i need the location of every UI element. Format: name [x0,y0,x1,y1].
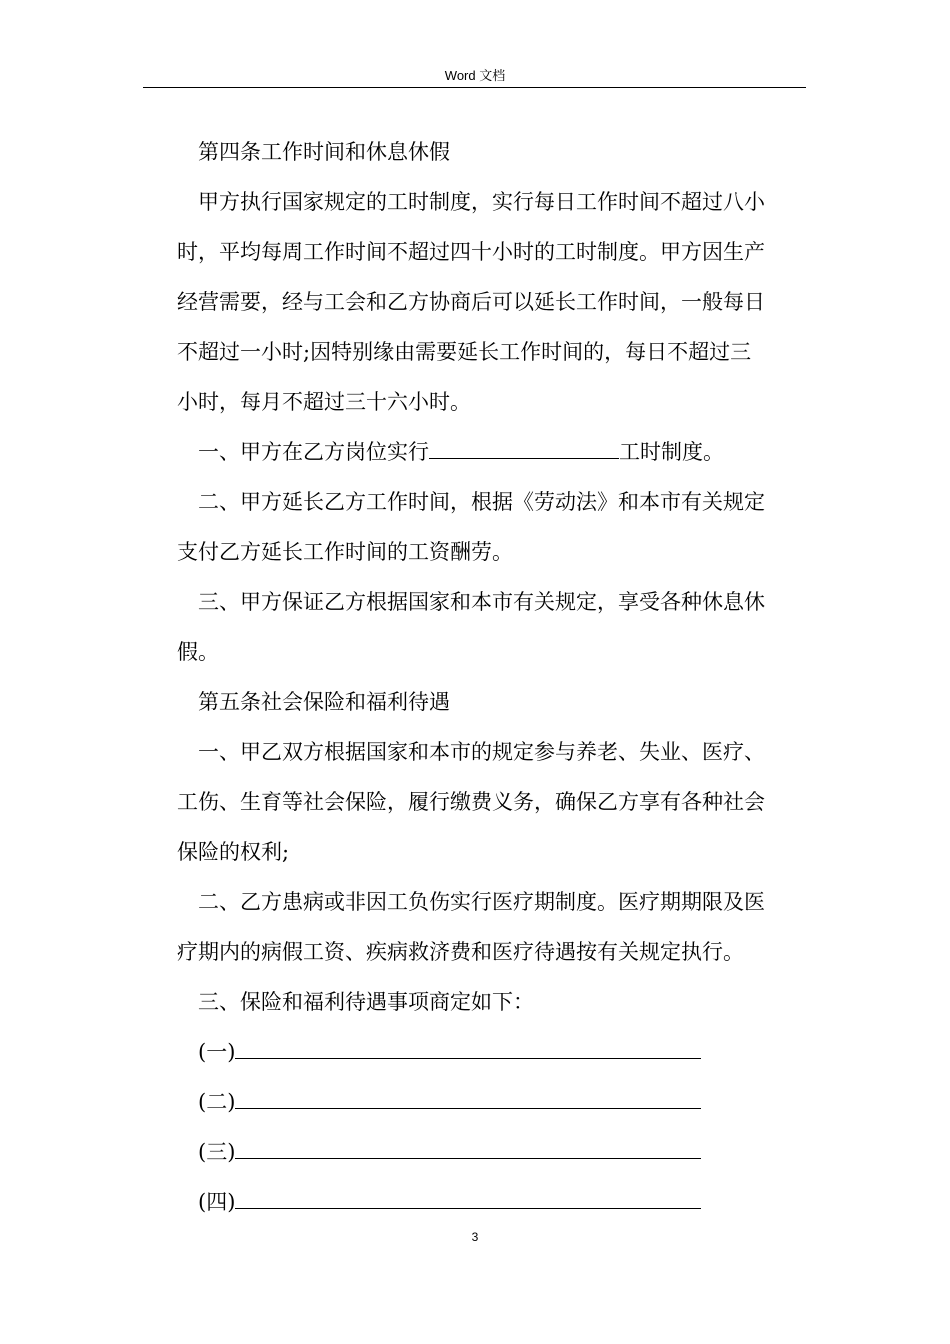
article5-item2-line1: 二、乙方患病或非因工负伤实行医疗期制度。医疗期期限及医 [198,890,765,914]
article4-item2-line2: 支付乙方延长工作时间的工资酬劳。 [177,540,513,564]
blank-line-3 [177,1127,805,1177]
benefit-blank-4[interactable] [235,1189,701,1209]
blank-label-4: (四) [198,1190,236,1214]
article4-item3-line2: 假。 [177,640,219,664]
blank-label-3: (三) [198,1140,236,1164]
article4-para1-line1: 甲方执行国家规定的工时制度，实行每日工作时间不超过八小 [198,190,765,214]
blank-line-1 [177,1027,805,1077]
article5-item1-line2: 工伤、生育等社会保险，履行缴费义务，确保乙方享有各种社会 [177,790,765,814]
blank-line-2 [177,1077,805,1127]
blank-label-2: (二) [198,1090,236,1114]
article4-item1-suffix: 工时制度。 [619,440,724,464]
document-body [177,127,805,1227]
article4-para1-line2: 时，平均每周工作时间不超过四十小时的工时制度。甲方因生产 [177,240,765,264]
article4-para1-line4: 不超过一小时;因特别缘由需要延长工作时间的，每日不超过三 [177,340,752,364]
article5-item1-line1: 一、甲乙双方根据国家和本市的规定参与养老、失业、医疗、 [198,740,765,764]
article4-para1-line5: 小时，每月不超过三十六小时。 [177,390,471,414]
header-divider [143,87,806,88]
article4-heading: 第四条工作时间和休息休假 [198,140,450,164]
article4-item3-line1: 三、甲方保证乙方根据国家和本市有关规定，享受各种休息休 [198,590,765,614]
header-title: Word 文档 [444,68,506,83]
article4-item2-line1: 二、甲方延长乙方工作时间，根据《劳动法》和本市有关规定 [198,490,765,514]
blank-line-4 [177,1177,805,1227]
article4-item1-prefix: 一、甲方在乙方岗位实行 [198,440,429,464]
article5-item2-line2: 疗期内的病假工资、疾病救济费和医疗待遇按有关规定执行。 [177,940,744,964]
article5-item1-line3: 保险的权利; [177,840,290,864]
article5-heading: 第五条社会保险和福利待遇 [198,690,450,714]
article5-item3: 三、保险和福利待遇事项商定如下： [198,990,534,1014]
article4-item1 [177,427,805,477]
article4-para1-line3: 经营需要，经与工会和乙方协商后可以延长工作时间，一般每日 [177,290,765,314]
benefit-blank-2[interactable] [235,1089,701,1109]
blank-label-1: (一) [198,1040,236,1064]
work-hours-system-blank[interactable] [429,439,619,459]
page-number: 3 [471,1230,479,1244]
benefit-blank-1[interactable] [235,1039,701,1059]
benefit-blank-3[interactable] [235,1139,701,1159]
